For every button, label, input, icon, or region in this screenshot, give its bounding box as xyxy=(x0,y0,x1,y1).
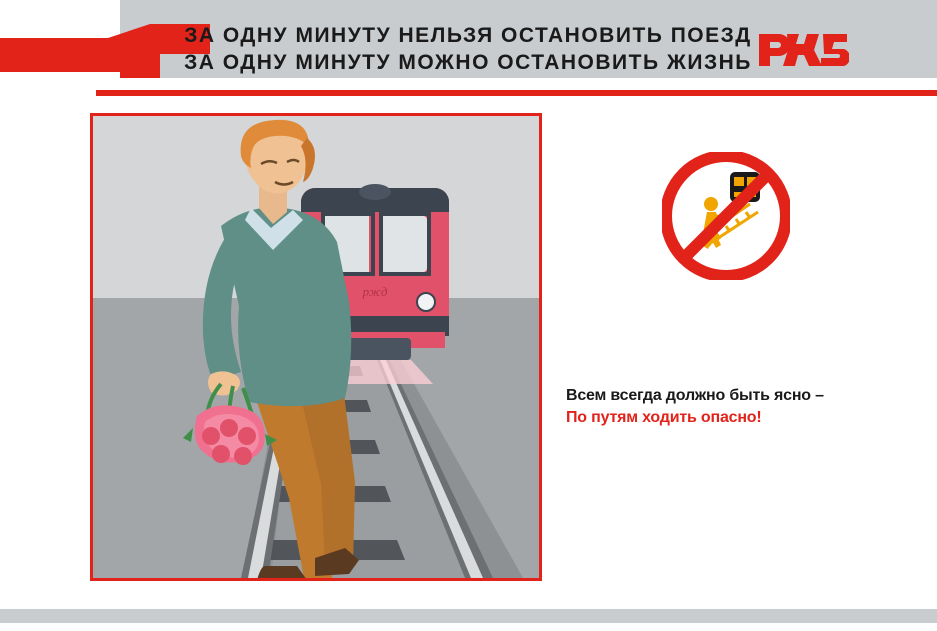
header-white-gap xyxy=(0,78,937,90)
svg-text:ржд: ржд xyxy=(362,284,388,299)
poster-title-line-2: ЗА ОДНУ МИНУТУ МОЖНО ОСТАНОВИТЬ ЖИЗНЬ xyxy=(184,51,752,74)
header-white-notch xyxy=(0,0,120,40)
rzd-logo-icon xyxy=(757,24,849,68)
illustration-artwork xyxy=(93,116,539,578)
poster-title-line-1: ЗА ОДНУ МИНУТУ НЕЛЬЗЯ ОСТАНОВИТЬ ПОЕЗД xyxy=(184,24,752,47)
poster-title xyxy=(168,22,768,76)
slogan-block xyxy=(566,385,906,429)
header-red-underline xyxy=(96,90,937,96)
slogan-line-2: По путям ходить опасно! xyxy=(566,409,762,426)
illustration-frame xyxy=(90,113,542,581)
no-walking-on-tracks-sign xyxy=(662,152,790,280)
poster-header xyxy=(0,0,937,96)
slogan-line-1: Всем всегда должно быть ясно – xyxy=(566,387,824,404)
poster-footer-white xyxy=(0,623,937,631)
